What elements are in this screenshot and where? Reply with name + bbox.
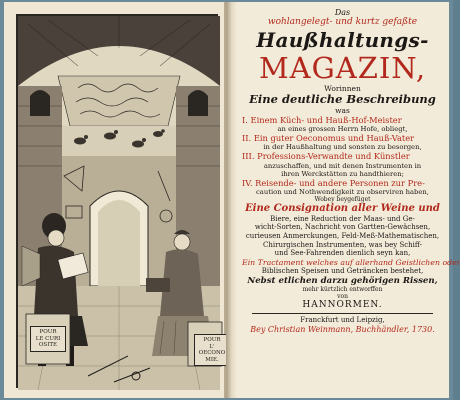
title-nebst: Nebst etlichen darzu gehörigen Rissen, — [247, 275, 438, 286]
body-line: curieusen Anmerckungen, Feld-Meß-Mathematischen, — [245, 232, 440, 240]
plaque-text: MIE. — [205, 356, 219, 363]
title-publisher: Bey Christian Weinmann, Buchhändler, 1730. — [250, 324, 435, 334]
title-das: Das — [334, 8, 351, 17]
title-worinnen: Worinnen — [324, 84, 361, 93]
list-item: in der Haußhaltung und sonsten zu besorgen, — [263, 143, 422, 152]
body-line: und See-Fahrenden dienlich seyn kan, — [274, 249, 411, 258]
title-eine-beschreibung: Eine deutliche Beschreibung — [249, 92, 436, 106]
list-item: I. Einem Küch- und Hauß-Hof-Meister — [242, 115, 402, 125]
title-magazin: MAGAZIN, — [258, 51, 427, 85]
title-wobey: Wobey beygefüget — [314, 195, 371, 203]
title-von: von — [337, 292, 348, 300]
title-mehr: mehr kürtzlich entworffen — [302, 285, 383, 293]
title-place: Franckfurt und Leipzig, — [300, 315, 385, 324]
body-line: wicht-Sorten, Nachricht von Gartten-Gewächsen, — [254, 223, 431, 232]
plaque-text: OSITE — [38, 342, 58, 348]
body-line: Chirurgischen Instrumenten, was bey Schiff- — [263, 240, 422, 249]
title-block — [242, 8, 460, 394]
list-item: IV. Reisende- und andere Personen zur Pre- — [242, 177, 425, 188]
title-author: HANNORMEN. — [302, 299, 383, 310]
left-plaque-inscription — [30, 326, 66, 352]
list-item: ihren Werckstätten zu handthieren; — [281, 169, 404, 178]
list-item: caution und Nothwendigkeit zu observiren haben, — [256, 187, 429, 196]
title-tractament: Ein Tractament welches auf allerhand Geistlichen oder — [242, 257, 460, 267]
plaque-text: LE CURI — [35, 335, 61, 342]
title-consignation: Eine Consignation aller Weine und — [245, 202, 440, 214]
title-biblische: Biblischen Speisen und Geträncken bestehet, — [261, 267, 424, 276]
list-item: an eines grossen Herrn Hofe, obliegt, — [277, 125, 408, 134]
right-plaque-inscription — [194, 334, 230, 366]
frontispiece-engraving — [16, 14, 226, 388]
title-was: was — [335, 106, 350, 115]
book-gutter — [226, 2, 236, 398]
list-item: III. Professions-Verwandte und Künstler — [242, 151, 410, 162]
plaque-text: POUR — [39, 329, 57, 335]
divider-rule — [252, 313, 433, 314]
body-line: Biere, eine Reduction der Maas- und Ge- — [270, 214, 415, 223]
list-item: anzuschaffen, und mit denen Instrumenten in — [263, 161, 422, 170]
list-item: II. Ein guter Oeconomus und Hauß-Vater — [242, 133, 415, 144]
frontispiece-page — [4, 2, 226, 398]
plaque-text: L' OECONO — [198, 343, 226, 356]
title-main: Haußhaltungs- — [256, 28, 429, 52]
title-subtitle: wohlangelegt- und kurtz gefaßte — [267, 17, 418, 27]
title-page — [236, 2, 460, 398]
plaque-text: POUR — [203, 337, 221, 343]
